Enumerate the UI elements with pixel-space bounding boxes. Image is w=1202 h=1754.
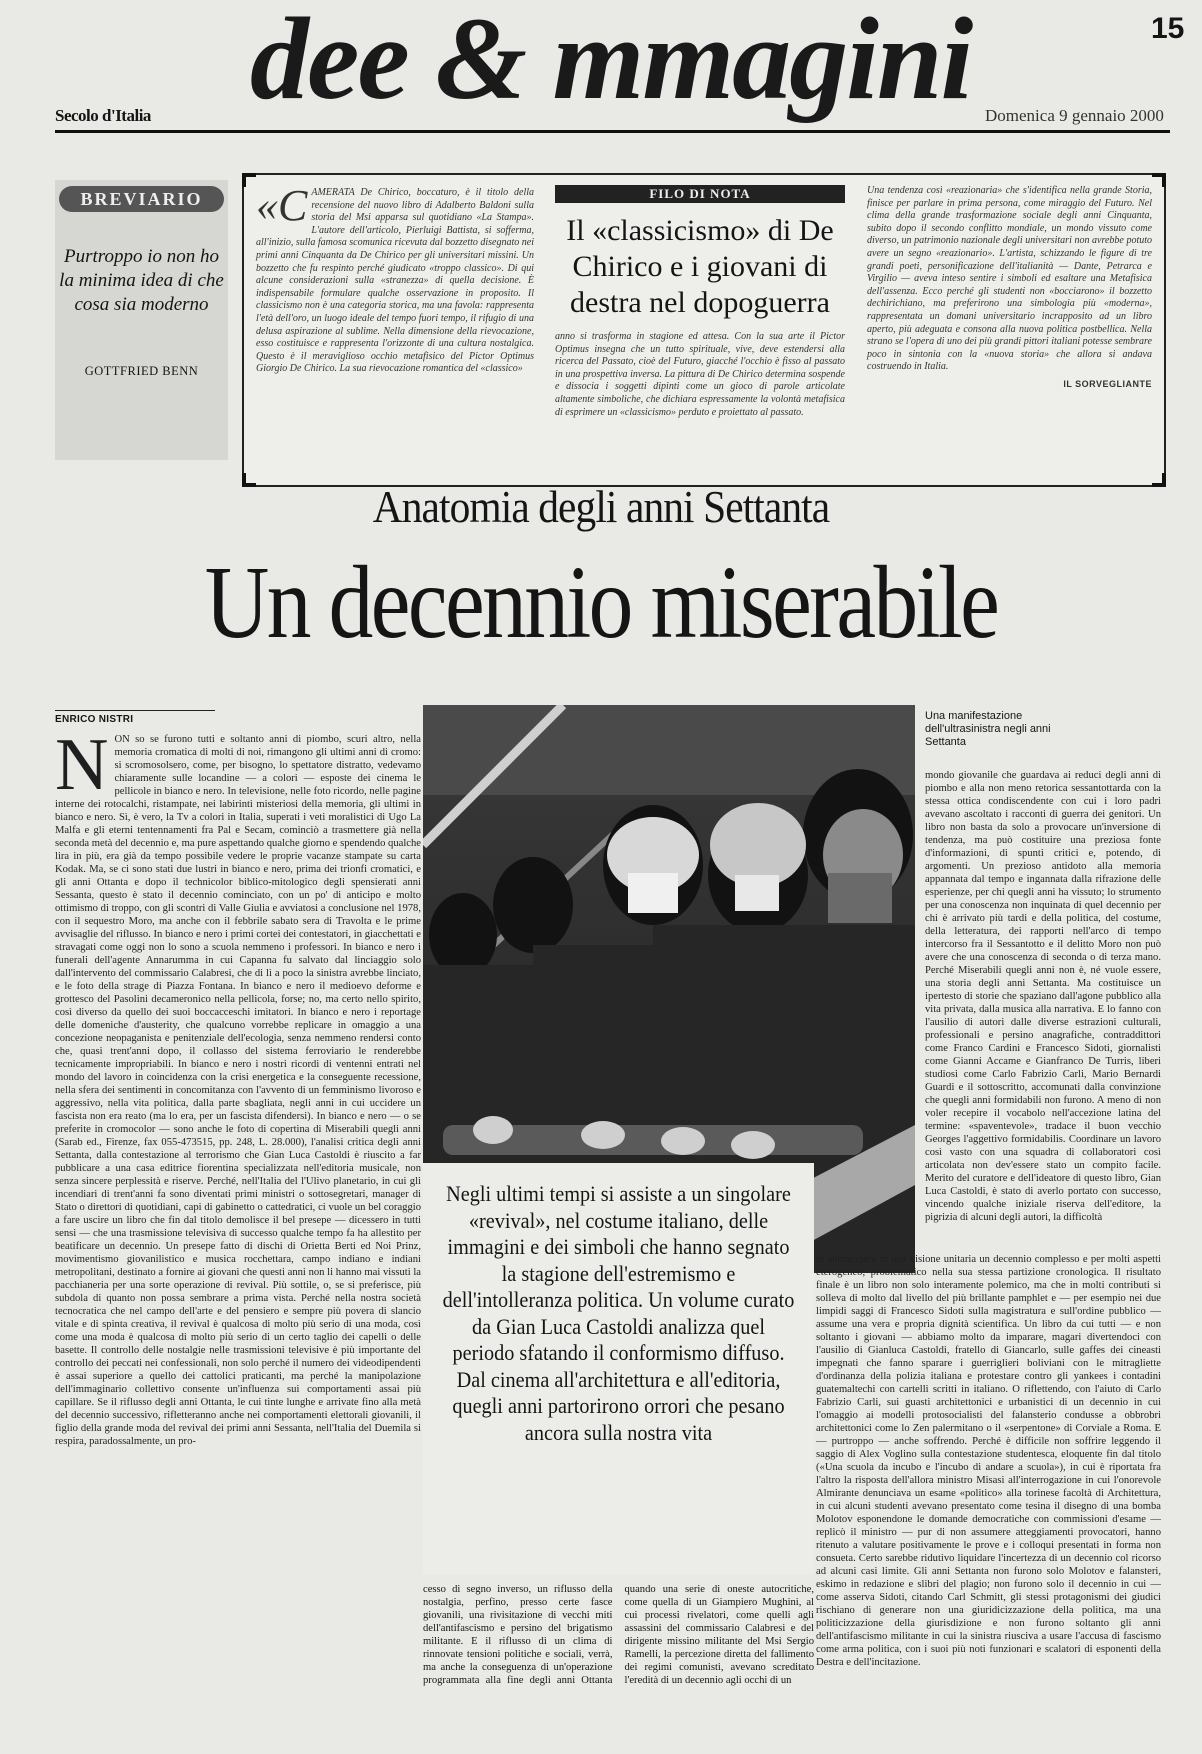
filo-column-1-text: AMERATA De Chirico, boccaturo, è il titolo della recensione del nuovo libro di Adalberto Baldoni sulla storia del Msi apparsa sul quotidiano «La Stampa». L'autore dell'articolo, Pierluigi Battista, si sofferma, all'inizio, sulla famosa scomunica ricevuta dal bozzetto disegnato nei primi anni Cinquanta da De Chirico per gli universitari missini. Un bozzetto che fu respinto perché giudicato «troppo classico». Di qui alcune considerazioni sulla «stranezza» di quella decisione. È indispensabile formulare qualche osservazione in proposito. Il classicismo non è una categoria storica, ma una favola: rappresenta l'età dell'oro, un luogo ideale del tempo fuori tempo, il rifugio di una delusa aspirazione al sublime. Nella dimensione della rievocazione, esso costituisce e rappresenta l'orizzonte di una cultura nostalgica. Questo è il meraviglioso occhio metafisico del Pictor Optimus Giorgio De Chirico. La sua rievocazione romantica del «classico» (256, 187, 534, 375)
article-left-text: ON so se furono tutti e soltanto anni di piombo, scuri altro, nella memoria cromatica di molti di noi, rimangono gli ultimi anni di cromo: si scromosolsero, come, per bisogno, lo spettatore distratto, vedevamo chiaramente sulle locandine — a colori — esposte dei cinema le pellicole in bianco e nero. In televisione, nelle foto ricordo, nelle pagine interne dei rotocalchi, ristampate, nei labirinti misteriosi della memoria, gli ultimi in bianco e nero. Sì, è vero, la Tv a colori in Italia, superati i veti moralistici di Ugo La Malfa e gli eterni tentennamenti fra Pal e Secam, cominciò a trasmettere già nella seconda metà del decennio e, ma pure aspettando qualche giorno e spendendo qualche lira in più, era già da tempo possibile vedere le proprie vacanze stampate su carta Kodak. Ma, se ci sono stati due lustri in bianco e nero, prima dei trionfi cromatici, e gli anni Ottanta e dopo il technicolor biblico-mitologico degli spensierati anni Sessanta, questo è stato il decennio cominciato, con un po' di anticipo e molto ottimismo di troppo, con gli scontri di Valle Giulia e avviatosi a conclusione nel 1978, con il sequestro Moro, ma anche con il febbrile sabato sera di Travolta e le prime avvisaglie del riflusso. In bianco e nero i primi cortei dei contestatori, in giacchettati e stravagati come oggi non lo sono a scuola nemmeno i professori. In bianco e nero i funerali dell'agente Annarumma in cui Capanna fu salvato dal linciaggio solo dall'intervento del commissario Calabresi, che di lì a poco la sinistra avrebbe linciato, e le foto della strage di Piazza Fontana. In bianco e nero il medioevo deforme e grottesco del Pasolini decameronico nella pellicola, forse; no, ma certo nello spirito, così diverso da quello dei suoi boccacceschi imitatori. In bianco e nero i reportage delle domeniche d'austerity, che qualcuno vorrebbe replicare in omaggio a una concezione neopaganista e penitenziale dell'ecologia, senza nemmeno rendersi conto che, quasi trent'anni dopo, il collasso del sistema ferroviario le renderebbe tecnicamente impropriabili. In bianco e nero i nostri ricordi di ventenni entrati nel mondo del lavoro in coincidenza con la crisi energetica e la conseguente recessione, nella sfera dei sentimenti in concomitanza con l'avvento di un femminismo livoroso e aggressivo, nella vita politica, dalla parte sbagliata, negli anni in cui uccidere un fascista non era reato (ma lo era, per un fascista difendersi). In bianco e nero — o se preferite in cromocolor — sono anche le foto di copertina di Miserabili quegli anni (Sarab ed., Firenze, fax 055-473515, pp. 248, L. 28.000), l'analisi critica degli anni Settanta, dalla contestazione al terrorismo che Gian Luca Castoldi è riuscito a far pubblicare a una casa editrice fiorentina specializzata nell'editoria musicale, non senza sincere perplessità e riserve. Perché, nell'Italia del l'Ulivo planetario, in cui gli incendiari di trent'anni fa sono diventati primi ministri o sottosegretari, manager di Stato o direttori di quotidiani, capi di gabinetto o cattedratici, ci vuole un bel coraggio a fare uscire un libro che fin dal titolo demolisce il bel presepe — dicessero in tutti sensi — che una trasmissione televisiva di successo qualche tempo fa ha allestito per beatificare un decennio. Un presepe fatto di dischi di Orietta Berti ed Noi Prinz, movimentismo giovanilistico e musica rocchettara, campo indiano e indiani metropolitani, destinato a fornire ai giovani che questi anni non li hanno mai vissuti la pacchianeria per una sorte operazione di revival. Più sottile, o, se si preferisce, più subdola di quanto non possa sembrare a prima vista. Perché nella nostra società tecnocratica che nel campo dell'arte e del pensiero e sempre più povera di slancio vitale e di spinta creativa, il revival è qualcosa di molto più serio di una moda, così come una moda è qualcosa di molto più serio di un certo taglio dei capelli o delle basette. Il controllo delle nostalgie nelle trasmissioni televisive è più importante del controllo dei peccati nei confessionali, non solo perché il numero dei videodipendenti è assai superiore a quello dei cattolici praticanti, ma perché la manipolazione dell'immaginario collettivo consente un'influenza sui comportamenti assai più capillare. Se il riflusso degli anni Ottanta, le cui tinte lunghe e arrivate fino alla metà del decennio successivo, rifletteranno anche nei comportamenti elettorali giovanili, il figlio della grande moda del revival dei primi anni Sessanta, nell'Italia del Duemila si respira, paradossalmente, un pro- (55, 734, 421, 1447)
article-left-column (55, 733, 421, 1573)
filo-headline: Il «classicismo» di De Chirico e i giovani di destra nel dopoguerra (566, 214, 834, 319)
filo-column-1 (256, 181, 534, 376)
issue-date: Domenica 9 gennaio 2000 (985, 106, 1164, 125)
article-bottom-column: cesso di segno inverso, un riflusso della nostalgia, perfino, presso certe fasce giovanili, una rivisitazione di vecchi miti dell'antifascismo e persino del brigatismo militante. E il riflusso di un clima di rinnovate tensioni politiche e sociali, verrà, ma anche la conseguenza di un'operazione programmata alla fine degli anni Ottanta quando una serie di oneste autocritiche, come quella di un Giampiero Mughini, al cui processi rivelatori, come quelli agli assassini del commissario Calabresi e del dirigente missino militante del Msi Sergio Ramelli, la percezione diretta del fallimento dei regimi comunisti, avevano screditato l'eredità di un decennio agli occhi di un (423, 1584, 814, 1686)
breviario-quote: Purtroppo io non ho la minima idea di che cosa sia moderno (59, 246, 224, 315)
article-kicker: Anatomia degli anni Settanta (372, 481, 830, 532)
photo-caption: Una manifestazione dell'ultrasinistra negli anni Settanta (925, 710, 1051, 748)
filo-di-nota-box (242, 173, 1166, 487)
pull-quote: Negli ultimi tempi si assiste a un singolare «revival», nel costume italiano, delle immagini e dei simboli che hanno segnato la stagione dell'estremismo e dell'intolleranza politica. Un volume curato da Gian Luca Castoldi analizza quel periodo sfatando il conformismo diffuso. Dal cinema all'architettura e all'editoria, quegli anni partorirono orrori che pesano ancora sulla nostra vita (442, 1181, 795, 1445)
article-wide-column: di abbracciare in una visione unitaria un decennio complesso e per molti aspetti eterogeneo, problematico nella sua stessa partizione cronologica. Il risultato finale è un libro non solo interamente polemico, ma che in molti contributi si solleva di molto dal livello del più brillante pamphlet e — per esempio nei due limpidi saggi di Francesco Sidoti sulla magistratura e sull'ordine pubblico — assume una vera e propria dignità scientifica. Un libro da cui tutti — e non soltanto i giovani — abbiamo molto da imparare, magari divertendoci con l'ausilio di Gianluca Castoldi, fratello di Giancarlo, sulle gaffes dei cineasti impegnati che fanno sparare i guerriglieri boliviani con le mitragliette d'ordinanza della polizia italiana e protestare contro gli yankees i contadini guatemaltechi con cartelli scritti in italiano. O riflettendo, con l'aiuto di Carlo Fabrizio Carli, sui guasti architettonici e urbanistici di un decennio in cui l'omaggio ai modelli protosocialisti del falansterio condusse a obbrobri architettonici come lo Zen palermitano o il «serpentone» di Corviale a Roma. E — purtroppo — anche soffrendo. Perché è difficile non soffrire leggendo il saggio di Alex Voglino sulla contestazione studentesca, eloquente fin dal titolo («Una scuola da incubo e l'incubo di andare a scuola»), in cui è riportata fra l'altro la risposta dell'allora ministro Misasi all'interrogazione in cui l'onorevole Almirante denunciava un esame «politico» alla torinese facoltà di Architettura, in cui alcuni studenti avevano presentato come tesina il disegno di una bomba Molotov esponendone le domande democratiche con commissioni d'esame — replicò il ministro — pur di non assumere atteggiamenti provocatori, hanno ritenuto a valutare positivamente le prove e i colloqui presentati in forma non consueta. Certo sarebbe ridutivo liquidare l'incertezza di un decennio col ricorso ad alcuni casi limite. Gli anni Settanta non furono solo Molotov e falansteri, eskimo in redazione e slibri del plagio; non furono solo il decennio in cui — come asserva Sidoti, citando Carl Schmitt, gli stessi protagonismi dei giudici rischiano di generare non una giuridicizzazione della politica, ma una politicizzazione della giurisdizione e non furono soltanto gli anni dell'antifascismo militante in cui la sinistra riusciva a usare l'accusa di fascismo come arma politica, con i suoi più noti funzionari e scalatori di esponenti della Destra e dell'incitazione. (816, 1254, 1161, 1668)
filo-column-3 (867, 185, 1152, 391)
page-number: 15 (1151, 12, 1185, 45)
drop-quote-c: «C (256, 181, 308, 230)
article-byline: ENRICO NISTRI (55, 710, 215, 725)
filo-column-2 (555, 185, 845, 419)
filo-signature: IL SORVEGLIANTE (1063, 378, 1152, 389)
filo-column-3-text: Una tendenza così «reazionaria» che s'identifica nella grande Storia, finisce per parlare in prima persona, come miraggio del Futuro. Nel clima della grande trasformazione sociale degli anni Cinquanta, subito dopo il secondo conflitto mondiale, un mondo vissuto come diverso, un patrimonio nazionale degli universitari non avrebbe potuto avere un segno «reazionario». L'artista, schizzando le figure di tre grandi poeti, personificazione dell'italianità — Dante, Petrarca e Virgilio — aveva inteso sentire i simboli ed esaltare una Metafisica dell'assenza. Ecco perché gli studenti non «bocciarono» il bozzetto dechirichiano, ma preferirono una simbologia più «moderna», rappresentata un domani universitario incrapposito ad un libro aperto, più adeguata e consona alla nuova politica postbellica. Nella strano se l'opera di uno dei più grandi pittori italiani potesse sembrare poco in sintonia con la «nuova storia» che allora si andava costruendo in Italia. (867, 185, 1152, 373)
section-title: dee & mmagini (250, 0, 972, 124)
pull-quote-box (423, 1163, 814, 1575)
breviario-author: GOTTFRIED BENN (84, 364, 199, 378)
newspaper-name: Secolo d'Italia (55, 106, 151, 125)
article-right-column: mondo giovanile che guardava ai reduci degli anni di piombo e alla non meno retorica sessantottarda con la stessa ottica condiscendente con cui i loro padri avevano ascoltato i racconti di guerra dei genitori. Un libro non basta da solo a provocare un'inversione di tendenza, ma può costituire una preziosa fonte d'informazioni, di spunti critici e, potendo, di argomenti. Un prezioso antidoto alla memoria appannata dal tempo e ingannata dalla rifrazione delle esperienze, per chi quegli anni ha vissuto; lo strumento per una conoscenza non inquinata di quel decennio per chi è arrivato più tardi e della politica, del costume, della letteratura, dei rapporti nell'arco di tempo intercorso fra il Sessantotto e il delitto Moro non può avere che una conoscenza di seconda o di terza mano. Perché Miserabili quegli anni non è, né vuole essere, una storia degli anni Settanta. Ma costituisce un ipertesto di storie che spaziano dall'agone pubblico alla vita privata, dalla musica alla narrativa. E lo fanno con l'ausilio di autori dalle diverse estrazioni culturali, professionali e persino anagrafiche, contraddittori come Franco Cardini e Francesco Sidoti, giornalisti come Gianni Accame e Gianfranco De Turris, liberi studiosi come Carlo Fabrizio Carli, Mario Bernardi Guardi e il sottoscritto, accomunati dalla convinzione che quegli anni formidabili non furono. A meno di non voler recepire il vocabolo nell'accezione latina del termine: «spaventevole», tradace il buon vecchio Georges l'aggettivo formidabilis. Coordinare un lavoro così vasto con una squadra di collaboratori così articolata non dev'essere stato un compito facile. Merito del curatore e dell'ideatore di questo libro, Gian Luca Castoldi, è stato di averlo portato con successo, vincendo qualche iniziale riserva dell'editore, la pigrizia di alcuni degli autori, la difficoltà (925, 770, 1161, 1223)
article-headline: Un decennio miserabile (204, 545, 998, 660)
drop-cap: N (55, 733, 109, 806)
breviario-badge: BREVIARIO (59, 186, 224, 212)
masthead-rule (55, 130, 1170, 133)
filo-di-nota-label: FILO DI NOTA (555, 185, 845, 203)
breviario-box (55, 180, 228, 460)
masthead (55, 0, 1185, 150)
filo-column-2-text: anno si trasforma in stagione ed attesa. Con la sua arte il Pictor Optimus insegna che un tutto spirituale, vive, deve estendersi alla ricerca del Passato, cioè del Futuro, giacché l'occhio è fisso al passato in una prospettiva inversa. La pittura di De Chirico determina sospende e dissocia i soggetti dipinti come un gioco di parole articolate altamente simboliche, che dichiara espressamente la volontà metafisica di esprimere un «classicismo» perduto e proiettato al passato. (555, 331, 845, 418)
